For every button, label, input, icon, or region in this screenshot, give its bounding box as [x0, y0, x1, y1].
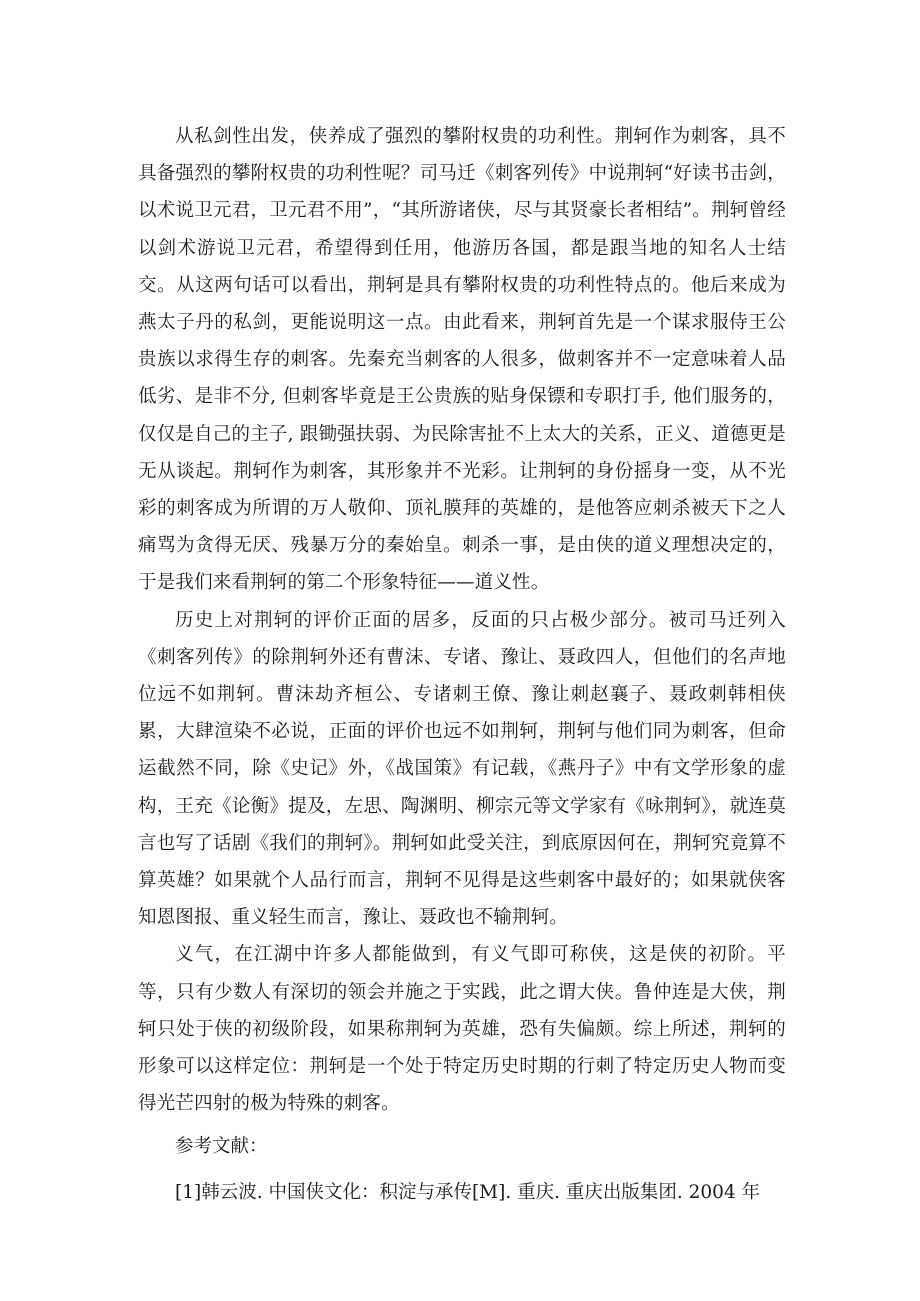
document-page	[138, 118, 786, 1211]
reference-item-1: [1]韩云波. 中国侠文化：积淀与承传[M]. 重庆. 重庆出版集团. 2004 年	[175, 1181, 761, 1203]
body-paragraph-2: 历史上对荆轲的评价正面的居多，反面的只占极少部分。被司马迁列入《刺客列传》的除荆轲外还有曹沫、专诸、豫让、聂政四人，但他们的名声地位远不如荆轲。曹沫劫齐桓公、专诸刺王僚、豫让刺赵襄子、聂政刺韩相侠累，大肆渲染不必说，正面的评价也远不如荆轲，荆轲与他们同为刺客，但命运截然不同，除《史记》外，《战国策》有记载，《燕丹子》中有文学形象的虚构，王充《论衡》提及，左思、陶渊明、柳宗元等文学家有《咏荆轲》，就连莫言也写了话剧《我们的荆轲》。荆轲如此受关注，到底原因何在，荆轲究竟算不算英雄？如果就个人品行而言，荆轲不见得是这些刺客中最好的；如果就侠客知恩图报、重义轻生而言，豫让、聂政也不输荆轲。	[138, 609, 786, 929]
body-paragraph-3: 义气，在江湖中许多人都能做到，有义气即可称侠，这是侠的初阶。平等，只有少数人有深切的领会并施之于实践，此之谓大侠。鲁仲连是大侠，荆轲只处于侠的初级阶段，如果称荆轲为英雄，恐有失偏颇。综上所述，荆轲的形象可以这样定位：荆轲是一个处于特定历史时期的行刺了特定历史人物而变得光芒四射的极为特殊的刺客。	[138, 944, 786, 1115]
body-paragraph-1: 从私剑性出发，侠养成了强烈的攀附权贵的功利性。荆轲作为刺客，具不具备强烈的攀附权贵的功利性呢？司马迁《刺客列传》中说荆轲“好读书击剑，以术说卫元君，卫元君不用”，“其所游诸侠，尽与其贤豪长者相结”。荆轲曾经以剑术游说卫元君，希望得到任用，他游历各国，都是跟当地的知名人士结交。从这两句话可以看出，荆轲是具有攀附权贵的功利性特点的。他后来成为燕太子丹的私剑，更能说明这一点。由此看来，荆轲首先是一个谋求服侍王公贵族以求得生存的刺客。先秦充当刺客的人很多，做刺客并不一定意味着人品低劣、是非不分, 但刺客毕竟是王公贵族的贴身保镖和专职打手, 他们服务的，仅仅是自己的主子, 跟锄强扶弱、为民除害扯不上太大的关系，正义、道德更是无从谈起。荆轲作为刺客，其形象并不光彩。让荆轲的身份摇身一变，从不光彩的刺客成为所谓的万人敬仰、顶礼膜拜的英雄的，是他答应刺杀被天下之人痛骂为贪得无厌、残暴万分的秦始皇。刺杀一事，是由侠的道义理想决定的，于是我们来看荆轲的第二个形象特征——道义性。	[138, 126, 786, 594]
references-heading: 参考文献：	[175, 1136, 268, 1158]
